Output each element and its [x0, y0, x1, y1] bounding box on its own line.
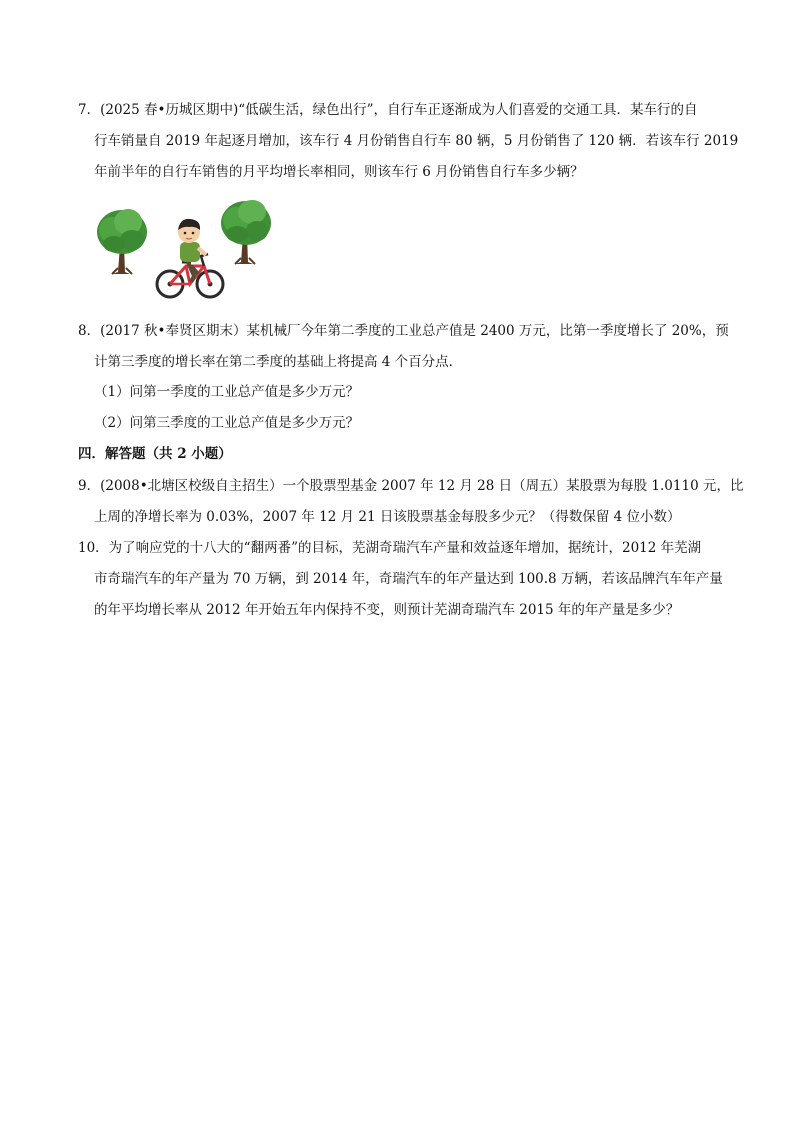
- question-9-line-1: 9．(2008•北塘区校级自主招生）一个股票型基金 2007 年 12 月 28 日（周五）某股票为每股 1.0110 元，比: [78, 478, 744, 494]
- question-8-sub-1: （1）问第一季度的工业总产值是多少万元？: [94, 384, 360, 400]
- question-10-line-2: 市奇瑞汽车的年产量为 70 万辆，到 2014 年，奇瑞汽车的年产量达到 100.8 万辆，若该品牌汽车年产量: [94, 571, 723, 587]
- question-8-line-2: 计第三季度的增长率在第二季度的基础上将提高 4 个百分点．: [94, 354, 463, 370]
- section-heading: 四．解答题（共 2 小题）: [78, 446, 232, 462]
- right-tree-icon: [221, 200, 271, 264]
- question-8-line-1: 8．(2017 秋•奉贤区期末）某机械厂今年第二季度的工业总产值是 2400 万元，比第一季度增长了 20%，预: [78, 323, 729, 339]
- question-8-sub-2: （2）问第三季度的工业总产值是多少万元？: [94, 415, 360, 431]
- bicycle-illustration: [94, 196, 274, 302]
- child-riding-bicycle-icon: [94, 196, 274, 302]
- question-7-line-3: 年前半年的自行车销售的月平均增长率相同，则该车行 6 月份销售自行车多少辆？: [94, 164, 584, 180]
- question-7-line-2: 行车销量自 2019 年起逐月增加，该车行 4 月份销售自行车 80 辆，5 月份销售了 120 辆．若该车行 2019: [94, 133, 739, 149]
- question-10-line-3: 的年平均增长率从 2012 年开始五年内保持不变，则预计芜湖奇瑞汽车 2015 年的年产量是多少？: [94, 602, 680, 618]
- question-10-line-1: 10．为了响应党的十八大的“翻两番”的目标，芜湖奇瑞汽车产量和效益逐年增加，据统计，2012 年芜湖: [78, 540, 702, 556]
- question-9-line-2: 上周的净增长率为 0.03%，2007 年 12 月 21 日该股票基金每股多少元？（得数保留 4 位小数）: [94, 509, 681, 525]
- left-tree-icon: [97, 209, 147, 274]
- question-7-line-1: 7．(2025 春•历城区期中)“低碳生活，绿色出行”，自行车正逐渐成为人们喜爱的交通工具．某车行的自: [78, 102, 698, 118]
